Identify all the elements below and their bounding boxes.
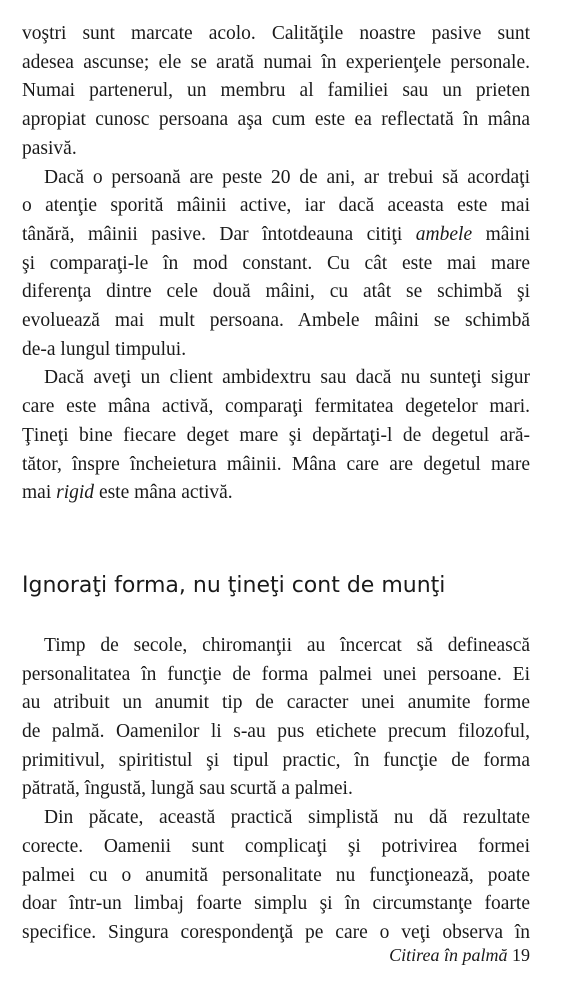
page-footer (389, 943, 530, 967)
text-line: specifice. Singura corespondenţă pe care o veţi observa în (22, 921, 530, 943)
text-line: Din păcate, această practică simplistă nu dă rezultate (44, 807, 530, 829)
text-line: de palmă. Oamenilor li s-au pus etichete precum filozoful, (22, 721, 530, 743)
text-line (22, 479, 530, 508)
paragraph-3 (22, 364, 530, 508)
text-line: pătrată, îngustă, lungă sau scurtă a palmei. (22, 778, 353, 800)
paragraph-2 (22, 164, 530, 365)
paragraph-4 (22, 632, 530, 804)
text-line (22, 221, 530, 250)
text-segment: mâini (472, 223, 530, 245)
text-line: care este mâna activă, comparaţi fermitatea degetelor mari. (22, 396, 530, 418)
text-line: adesea ascunse; ele se arată numai în experienţele personale. (22, 51, 530, 73)
text-line: diferenţa dintre cele două mâini, cu atât se schimbă şi (22, 281, 530, 303)
emphasis-text: ambele (415, 223, 473, 245)
text-line: personalitatea în funcţie de forma palmei unei persoane. Ei (22, 663, 530, 685)
text-segment: tânără, mâinii pasive. Dar întotdeauna citiţi (22, 223, 416, 245)
text-line: Ţineţi bine fiecare deget mare şi depărtaţi-l de degetul ară- (22, 424, 530, 446)
text-line: pasivă. (22, 137, 77, 159)
text-line: palmei cu o anumită personalitate nu funcţionează, poate (22, 864, 530, 886)
text-line: au atribuit un anumit tip de caracter unei anumite forme (22, 692, 530, 714)
text-segment: este mâna activă. (94, 482, 233, 504)
text-line: voştri sunt marcate acolo. Calităţile noastre pasive sunt (22, 23, 530, 44)
emphasis-text: rigid (56, 482, 95, 504)
text-line: doar într-un limbaj foarte simplu şi în circumstanţe foarte (22, 893, 530, 915)
text-line: Timp de secole, chiromanţii au încercat să definească (44, 634, 530, 656)
text-line: Dacă o persoană are peste 20 de ani, ar trebui să acordaţi (44, 166, 530, 188)
text-line: de-a lungul timpului. (22, 338, 187, 360)
running-title: Citirea în palmă (389, 945, 508, 965)
text-line: primitivul, spiritistul şi tipul practic, în funcţie de forma (22, 749, 530, 771)
text-line: o atenţie sporită mâinii active, iar dacă aceasta este mai (22, 195, 530, 217)
page-number: 19 (512, 945, 530, 965)
text-line: apropiat cunosc persoana aşa cum este ea reflectată în mâna (22, 109, 530, 131)
section-heading: Ignoraţi forma, nu ţineţi cont de munţi (22, 572, 446, 598)
text-segment: mai (22, 482, 57, 504)
paragraph-5 (22, 804, 530, 948)
text-line: corecte. Oamenii sunt complicaţi şi potrivirea formei (22, 835, 530, 857)
text-line: evoluează mai mult persoana. Ambele mâini se schimbă (22, 310, 530, 332)
text-line: tător, înspre încheietura mâinii. Mâna care are degetul mare (22, 453, 530, 475)
text-line: Dacă aveţi un client ambidextru sau dacă nu sunteţi sigur (44, 367, 530, 389)
text-line: şi comparaţi-le în mod constant. Cu cât este mai mare (22, 252, 530, 274)
paragraph-1 (22, 20, 530, 164)
text-line: Numai partenerul, un membru al familiei sau un prieten (22, 80, 530, 102)
